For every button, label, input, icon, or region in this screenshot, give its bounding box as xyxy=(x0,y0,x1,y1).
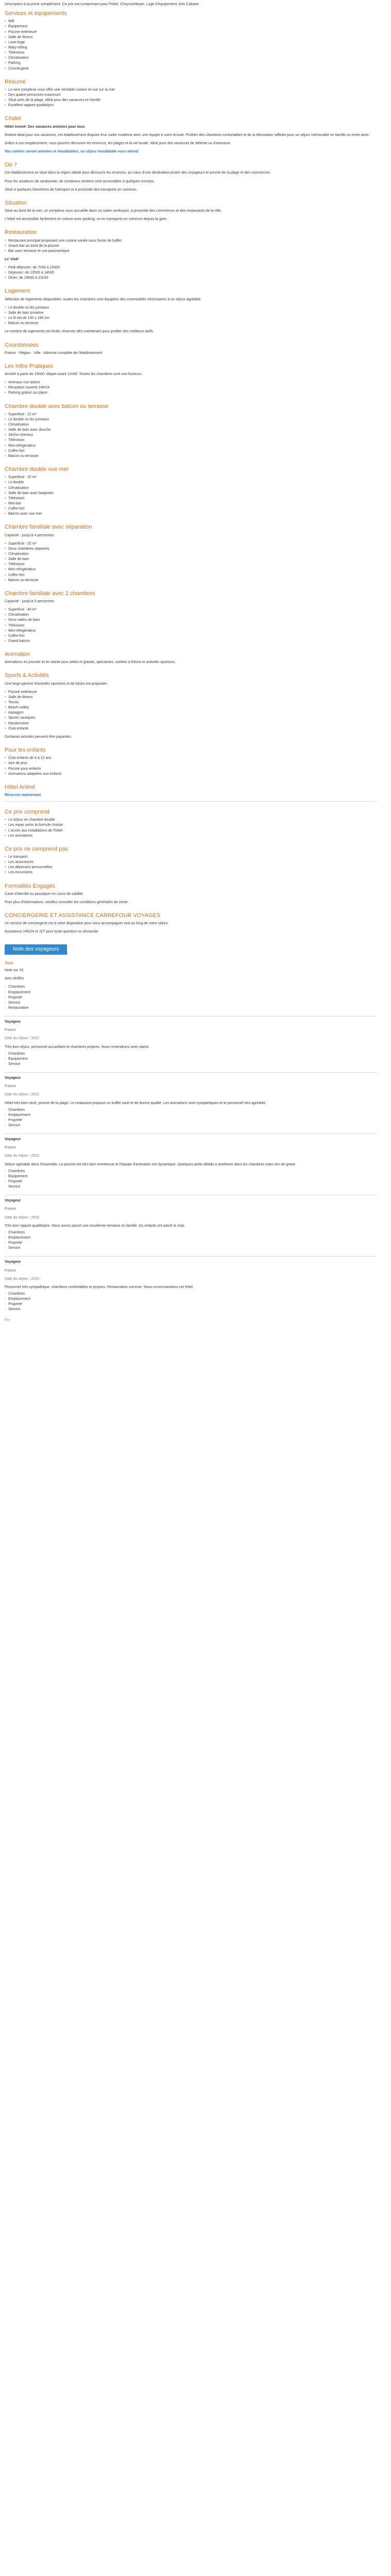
list-item: • Mini-réfrigérateur xyxy=(5,444,377,449)
review-author: Voyageur xyxy=(5,1020,21,1024)
chambre-double-list xyxy=(5,412,377,459)
list-item: • Balcon ou terrasse xyxy=(5,321,377,326)
list-item: • Équipement xyxy=(5,24,377,29)
list-item: • Dîner: de 19h00 à 21h30 xyxy=(5,276,377,281)
review-criteria-list xyxy=(5,1169,377,1190)
logement-note: Le nombre de logements est limité, réservez dès maintenant pour profiter des meilleurs tarifs. xyxy=(5,330,154,334)
list-item: • Le lit est de 140 x 190 cm xyxy=(5,316,377,321)
ou-paragraph: Situé à quelques kilomètres de l'aéroport et à proximité des transports en commun. xyxy=(5,188,138,192)
services-list xyxy=(5,19,377,71)
divider xyxy=(5,1256,377,1257)
non-compris-list xyxy=(5,855,377,876)
list-item: ◦ Service xyxy=(5,1062,377,1067)
chalet-paragraph: Endroit idéal pour vos vacances, cet établissement dispose d'un cadre moderne avec une équipe à votre écoute. Profitez des chambres confortables et de la décoration raffinée pour un séjour mémorable en famille ou entre amis. xyxy=(5,133,370,137)
review-criteria-list xyxy=(5,1230,377,1251)
review-date: Date du séjour : 2023 xyxy=(5,1277,39,1281)
list-item: • Deux chambres séparées xyxy=(5,547,377,552)
list-item: • Coffre-fort xyxy=(5,449,377,454)
list-item: • Aire de jeux xyxy=(5,761,377,766)
section-title-prestations: Les Infos Pratiques xyxy=(5,363,54,369)
formalites-paragraph: Carte d'identité ou passeport en cours de validité. xyxy=(5,892,84,896)
list-item: • Piscine extérieure xyxy=(5,690,377,695)
ou-paragraph: Pour les amateurs de randonnée, de nombreux sentiers sont accessibles à quelques minutes. xyxy=(5,179,155,183)
list-item: ◦ Emplacement xyxy=(5,1297,377,1302)
prestations-paragraph: Arrivée à partir de 15h00, départ avant 11h00. Toutes les chambres sont non-fumeurs. xyxy=(5,372,143,377)
divider xyxy=(5,1133,377,1134)
reviews-subtitle: Note sur 10 xyxy=(5,969,24,973)
list-item: • Salle de bain avec baignoire xyxy=(5,491,377,496)
section-title-conciergerie: CONCIERGERIE ET ASSISTANCE CARREFOUR VOYAGES xyxy=(5,912,160,919)
restauration-hours-list xyxy=(5,265,377,281)
review-location: France xyxy=(5,1028,16,1032)
list-item: • Les animations xyxy=(5,834,377,839)
list-item: • Balcon ou terrasse xyxy=(5,578,377,583)
logement-paragraph: Sélection de logements disponibles, toutes les chambres sont équipées des commodités nécessaires à un séjour agréable. xyxy=(5,297,202,301)
list-item: ◦ Propreté xyxy=(5,1179,377,1184)
list-item: • Télévision xyxy=(5,623,377,629)
list-item: • Salle de fitness xyxy=(5,35,377,40)
intro-text: Description à la prime complément. Ce prix est comprenant pour l'hôtel, Cheysserboyer, Luge d'équipement, Arts Cabane xyxy=(5,3,199,6)
list-item: ◦ Restauration xyxy=(5,1006,377,1011)
section-title-enfants: Pour les enfants xyxy=(5,747,46,754)
list-item: • Salle de fitness xyxy=(5,695,377,700)
review-criteria-list xyxy=(5,1052,377,1067)
chalet-paragraph: Grâce à son emplacement, vous pourrez découvrir les environs, les plages et la vie locale. Idéal pour des vacances de détente ou d'aventure. xyxy=(5,141,232,145)
divider xyxy=(5,1072,377,1073)
section-title-formalites: Formalités Engagés xyxy=(5,883,55,889)
resume-list xyxy=(5,88,377,109)
review-author: Voyageur xyxy=(5,1076,21,1080)
list-item: • Climatisation xyxy=(5,613,377,618)
tab-reviews[interactable]: Note des voyageurs xyxy=(5,944,67,955)
list-item: • Sports nautiques xyxy=(5,716,377,721)
list-item: ◦ Chambres xyxy=(5,985,377,990)
list-item: • Le séjour en chambre double xyxy=(5,818,377,823)
list-item: • Coffre-fort xyxy=(5,506,377,512)
list-item: • Piscine pour enfants xyxy=(5,767,377,772)
list-item: • Salle de bain avec douche xyxy=(5,428,377,433)
section-title-situation: Situation xyxy=(5,199,27,206)
hotel-anime-link[interactable]: Réservez maintenant xyxy=(5,793,41,797)
list-item: ◦ Emplacement xyxy=(5,1113,377,1118)
list-item: • Les assurances xyxy=(5,860,377,865)
review-item xyxy=(5,1020,377,1067)
section-title-resume: Résumé xyxy=(5,78,26,85)
review-item xyxy=(5,1137,377,1190)
list-item: ◦ Chambres xyxy=(5,1169,377,1174)
list-item: • Le seul complexe vous offre une véritable cuisine et vue sur la mer xyxy=(5,88,377,93)
list-item: • Mini-réfrigérateur xyxy=(5,567,377,572)
section-title-restauration: Restauration xyxy=(5,229,37,236)
list-item: • Randonnées xyxy=(5,721,377,726)
list-item: ◦ Chambres xyxy=(5,1230,377,1235)
logement-list xyxy=(5,306,377,327)
list-item: • Télévision xyxy=(5,496,377,501)
list-item: ◦ Service xyxy=(5,1184,377,1190)
list-item: • Climatisation xyxy=(5,486,377,491)
chalet-highlight: Vos soirées seront animées et inoubliables, un séjour inoubliable vous attend. xyxy=(5,150,139,154)
section-title-hotel-anime: Hôtel Animé xyxy=(5,784,36,790)
list-item: • Superficie : 40 m² xyxy=(5,607,377,613)
review-author: Voyageur xyxy=(5,1260,21,1264)
list-item: ◦ Service xyxy=(5,1246,377,1251)
list-item: • Aquagym xyxy=(5,710,377,716)
reviews-count: Avis vérifiés xyxy=(5,977,24,981)
section-title-chambre-familiale-2: Chambre familiale avec 2 chambres xyxy=(5,590,95,597)
review-text: Personnel très sympathique, chambres confortables et propres. Restauration correcte. Nous recommandons cet hôtel. xyxy=(5,1285,194,1289)
list-item: • Les repas selon la formule choisie xyxy=(5,823,377,828)
chambre-familiale-list xyxy=(5,541,377,583)
reviews-header xyxy=(5,960,377,1011)
conciergerie-paragraph: Assistance 24h/24 et 7j/7 pour toute question ou demande. xyxy=(5,930,99,934)
reviews-criteria-list xyxy=(5,985,377,1011)
section-title-services: Services et équipements xyxy=(5,10,67,17)
list-item: • Animaux non admis xyxy=(5,380,377,385)
list-item: ◦ Propreté xyxy=(5,995,377,1001)
list-item: • Coffre-fort xyxy=(5,634,377,639)
review-criteria-list xyxy=(5,1292,377,1313)
ou-paragraph: Cet établissement se situe dans la région idéale pour découvrir les environs, au cœur d'une destination prisée des voyageurs et proche de la plage et des commerces. xyxy=(5,171,271,175)
review-date: Date du séjour : 2023 xyxy=(5,1215,39,1219)
chambre-mer-list xyxy=(5,475,377,517)
list-item: ◦ Service xyxy=(5,1307,377,1312)
list-item: • Superficie : 32 m² xyxy=(5,541,377,547)
list-item: • Télévision xyxy=(5,562,377,567)
conciergerie-paragraph: Un service de conciergerie est à votre disposition pour vous accompagner tout au long de votre séjour. xyxy=(5,922,169,926)
list-item: • Climatisation xyxy=(5,56,377,61)
list-item: • Deux salles de bain xyxy=(5,618,377,623)
list-item: • Les excursions xyxy=(5,870,377,875)
list-item: • Piscine extérieure xyxy=(5,30,377,35)
review-date: Date du séjour : 2022 xyxy=(5,1093,39,1097)
list-item: ◦ Service xyxy=(5,1001,377,1006)
list-item: • Télévision xyxy=(5,438,377,443)
review-location: France xyxy=(5,1146,16,1150)
list-item: ◦ Propreté xyxy=(5,1302,377,1307)
list-item: • Wifi xyxy=(5,19,377,24)
section-title-chambre-familiale: Chambre familiale avec séparation xyxy=(5,524,92,531)
list-item: ◦ Équipement xyxy=(5,1174,377,1179)
list-item: ◦ Chambres xyxy=(5,1052,377,1057)
list-item: • Télévision xyxy=(5,50,377,56)
divider xyxy=(5,801,377,802)
list-item: ◦ Propreté xyxy=(5,1118,377,1123)
list-item: • Superficie : 22 m² xyxy=(5,412,377,417)
review-location: France xyxy=(5,1268,16,1273)
list-item: • Petit-déjeuner: de 7h30 à 10h00 xyxy=(5,265,377,270)
review-location: France xyxy=(5,1084,16,1089)
list-item: • Beach-volley xyxy=(5,705,377,710)
section-title-coordonnees: Coordonnées xyxy=(5,342,39,348)
list-item: • Excellent rapport qualité/prix xyxy=(5,103,377,108)
list-item: • Balcon avec vue mer xyxy=(5,512,377,517)
coordonnees-text: France · Région · Ville · Adresse complète de l'établissement xyxy=(5,351,103,355)
list-item: • Climatisation xyxy=(5,552,377,557)
list-item: • Balcon ou terrasse xyxy=(5,454,377,459)
list-item: ◦ Chambres xyxy=(5,1108,377,1113)
chambre-familiale-capacity: Capacité : jusqu'à 4 personnes xyxy=(5,533,54,537)
compris-list xyxy=(5,818,377,839)
list-item: • Salle de bain privative xyxy=(5,311,377,316)
prestations-list xyxy=(5,380,377,396)
review-text: Hôtel très bien situé, proche de la plage. Le restaurant propose un buffet varié et de bonne qualité. Les animations sont sympathiques et le personnel très agréable. xyxy=(5,1101,267,1105)
list-item: ◦ Service xyxy=(5,1123,377,1128)
chalet-heading: Hôtel Animé: Des vacances animées pour tous xyxy=(5,125,85,129)
list-item: ◦ Chambres xyxy=(5,1292,377,1297)
review-author: Voyageur xyxy=(5,1199,21,1203)
review-item xyxy=(5,1260,377,1312)
review-text: Séjour agréable dans l'ensemble. La piscine est très bien entretenue et l'équipe d'animation est dynamique. Quelques petits détails à améliorer dans les chambres mais rien de grave. xyxy=(5,1162,297,1166)
list-item: • Le transport xyxy=(5,855,377,860)
chambre-familiale-2-list xyxy=(5,607,377,644)
list-item: • Salle de bain xyxy=(5,557,377,562)
list-item: • Des quatre personnes maximum xyxy=(5,93,377,98)
sports-list xyxy=(5,690,377,732)
list-item: • Club enfants xyxy=(5,726,377,732)
reviews-title: Avis xyxy=(5,960,13,966)
reviews-tab-bar xyxy=(5,944,377,955)
section-title-compris: Ce prix comprend xyxy=(5,809,50,816)
restauration-label: Le 'club' xyxy=(5,257,19,261)
formalites-paragraph: Pour plus d'informations, veuillez consulter les conditions générales de vente. xyxy=(5,900,129,904)
list-item: • Animations adaptées aux enfants xyxy=(5,772,377,777)
sports-paragraph: Une large gamme d'activités sportives et de loisirs est proposée : xyxy=(5,682,109,686)
section-title-logement: Logement xyxy=(5,288,30,295)
list-item: • Coffre-fort xyxy=(5,573,377,578)
list-item: • Baby-sitting xyxy=(5,45,377,50)
section-title-chambre-mer: Chambre double vue mer xyxy=(5,466,69,473)
situation-paragraph: Situé au bord de la mer, ce complexe vous accueille dans un cadre verdoyant, à proximité des commerces et des restaurants de la ville. xyxy=(5,209,222,213)
review-item xyxy=(5,1076,377,1128)
list-item: • Parking xyxy=(5,61,377,66)
list-item: • Conciergerie xyxy=(5,66,377,72)
section-title-ou: Où ? xyxy=(5,162,17,168)
list-item: • L'accès aux installations de l'hôtel xyxy=(5,828,377,834)
review-author: Voyageur xyxy=(5,1138,21,1142)
animation-text: Animations en journée et en soirée pour petits et grands, spectacles, soirées à thème et activités sportives. xyxy=(5,660,176,665)
list-item: • Lit double ou lits jumeaux xyxy=(5,417,377,422)
review-item xyxy=(5,1198,377,1251)
list-item: ◦ Emplacement xyxy=(5,1235,377,1241)
list-item: • Grand balcon xyxy=(5,639,377,644)
review-criteria-list xyxy=(5,1108,377,1129)
list-item: • Climatisation xyxy=(5,422,377,428)
list-item: • Lave-linge xyxy=(5,40,377,45)
list-item: • Lit double ou lits jumeaux xyxy=(5,306,377,311)
review-date: Date du séjour : 2023 xyxy=(5,1154,39,1158)
list-item: • Mini-bar xyxy=(5,501,377,506)
restauration-list xyxy=(5,239,377,254)
list-item: • Réception ouverte 24h/24 xyxy=(5,385,377,391)
review-text: Très bon séjour, personnel accueillant et chambres propres. Nous reviendrons avec plaisir. xyxy=(5,1045,150,1049)
list-item: • Restaurant principal proposant une cuisine variée sous forme de buffet xyxy=(5,239,377,244)
review-text: Très bon rapport qualité/prix. Nous avons passé une excellente semaine en famille, les enfants ont adoré le club. xyxy=(5,1224,185,1228)
review-date: Date du séjour : 2022 xyxy=(5,1037,39,1041)
list-item: • Tennis xyxy=(5,700,377,705)
sports-note: Certaines activités peuvent être payantes. xyxy=(5,735,72,739)
chambre-familiale-2-capacity: Capacité : jusqu'à 5 personnes xyxy=(5,600,54,603)
list-item: • Sèche-cheveux xyxy=(5,433,377,438)
review-location: France xyxy=(5,1207,16,1211)
end-marker: Fin xyxy=(5,1318,10,1322)
list-item: • Déjeuner: de 12h00 à 14h00 xyxy=(5,270,377,276)
section-title-sports: Sports & Activités xyxy=(5,672,49,679)
list-item: • Superficie : 25 m² xyxy=(5,475,377,480)
enfants-list xyxy=(5,756,377,777)
section-title-animation: Animation xyxy=(5,651,30,658)
section-title-chalet: Chalet xyxy=(5,115,21,122)
list-item: • Club enfants de 4 à 12 ans xyxy=(5,756,377,761)
list-item: • Situé près de la plage, idéal pour des vacances en famille xyxy=(5,98,377,103)
list-item: • Parking gratuit sur place xyxy=(5,391,377,396)
list-item: • Snack-bar au bord de la piscine xyxy=(5,244,377,249)
list-item: ◦ Équipement xyxy=(5,1057,377,1062)
list-item: • Lit double xyxy=(5,480,377,485)
list-item: • Les dépenses personnelles xyxy=(5,865,377,870)
section-title-non-compris: Ce prix ne comprend pas xyxy=(5,845,68,852)
list-item: • Mini-réfrigérateur xyxy=(5,629,377,634)
list-item: • Bar avec terrasse et vue panoramique xyxy=(5,249,377,254)
list-item: ◦ Propreté xyxy=(5,1241,377,1246)
list-item: ◦ Emplacement xyxy=(5,990,377,995)
section-title-chambre-double: Chambre double avec balcon ou terrasse xyxy=(5,403,109,410)
situation-paragraph: L'hôtel est accessible facilement en voiture avec parking, ou en transports en commun depuis la gare. xyxy=(5,217,168,222)
